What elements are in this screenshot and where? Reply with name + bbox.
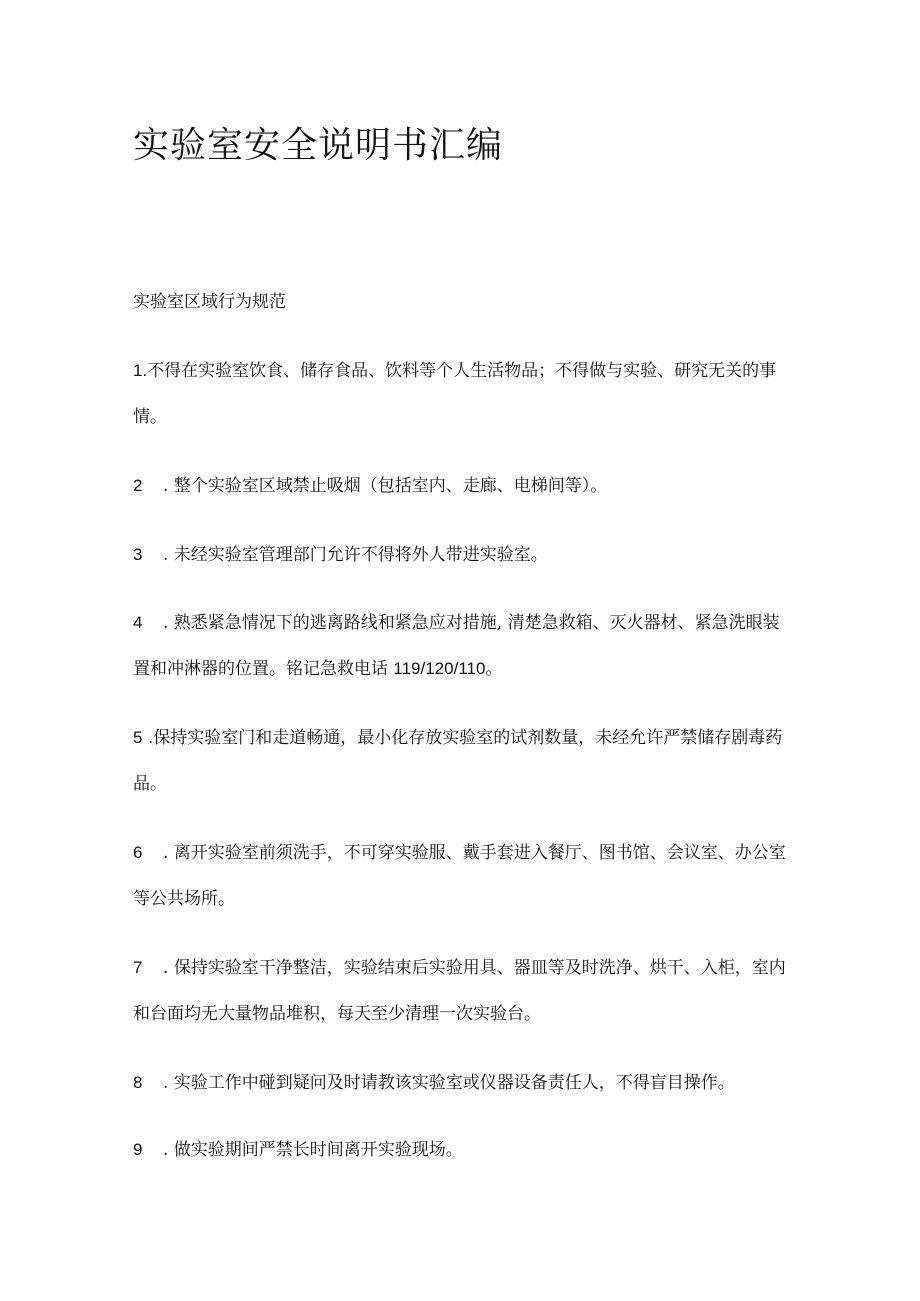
rule-item-2 bbox=[133, 463, 793, 509]
rule-text: . 离开实验室前须洗手，不可穿实验服、戴手套进入餐厅、图书馆、会议室、办公室等公共场所。 bbox=[133, 843, 786, 909]
rule-item-3 bbox=[133, 532, 793, 578]
rule-text: 不得在实验室饮食、储存食品、饮料等个人生活物品；不得做与实验、研究无关的事情。 bbox=[133, 361, 777, 427]
rule-text: . 熟悉紧急情况下的逃离路线和紧急应对措施, 清楚急救箱、灭火器材、紧急洗眼装置和冲淋器的位置。铭记急救电话 bbox=[133, 613, 780, 679]
rule-number: 1. bbox=[133, 361, 148, 380]
rule-item-6 bbox=[133, 830, 793, 922]
rule-text: . 做实验期间严禁长时间离开实验现场。 bbox=[163, 1140, 463, 1160]
rule-number: 4 bbox=[133, 613, 143, 632]
rule-number: 7 bbox=[133, 958, 143, 977]
emergency-phone-numbers: 119/120/110 bbox=[393, 659, 486, 678]
rule-item-4 bbox=[133, 600, 793, 692]
rule-text: .保持实验室门和走道畅通，最小化存放实验室的试剂数量，未经允许严禁储存剧毒药品。 bbox=[133, 728, 783, 794]
rule-item-9 bbox=[133, 1127, 793, 1173]
rule-number: 2 bbox=[133, 476, 143, 495]
rule-text: . 整个实验室区域禁止吸烟（包括室内、走廊、电梯间等）。 bbox=[163, 476, 608, 496]
document-title: 实验室安全说明书汇编 bbox=[133, 125, 504, 166]
rule-item-5 bbox=[133, 715, 793, 807]
rule-number: 3 bbox=[133, 545, 143, 564]
section-heading: 实验室区域行为规范 bbox=[133, 292, 286, 312]
rule-text-tail: 。 bbox=[485, 659, 503, 679]
rule-number: 5 bbox=[133, 728, 143, 747]
rule-number: 6 bbox=[133, 843, 143, 862]
rule-text: . 保持实验室干净整洁，实验结束后实验用具、器皿等及时洗净、烘干、入柜，室内和台面均无大量物品堆积，每天至少清理一次实验台。 bbox=[133, 958, 786, 1024]
rule-item-8 bbox=[133, 1060, 793, 1106]
rule-item-7 bbox=[133, 945, 793, 1037]
rule-text: . 未经实验室管理部门允许不得将外人带进实验室。 bbox=[163, 545, 548, 565]
rule-item-1 bbox=[133, 348, 793, 440]
rule-number: 9 bbox=[133, 1140, 143, 1159]
rule-text: . 实验工作中碰到疑问及时请教该实验室或仪器设备责任人，不得盲目操作。 bbox=[163, 1073, 735, 1093]
rule-number: 8 bbox=[133, 1073, 143, 1092]
